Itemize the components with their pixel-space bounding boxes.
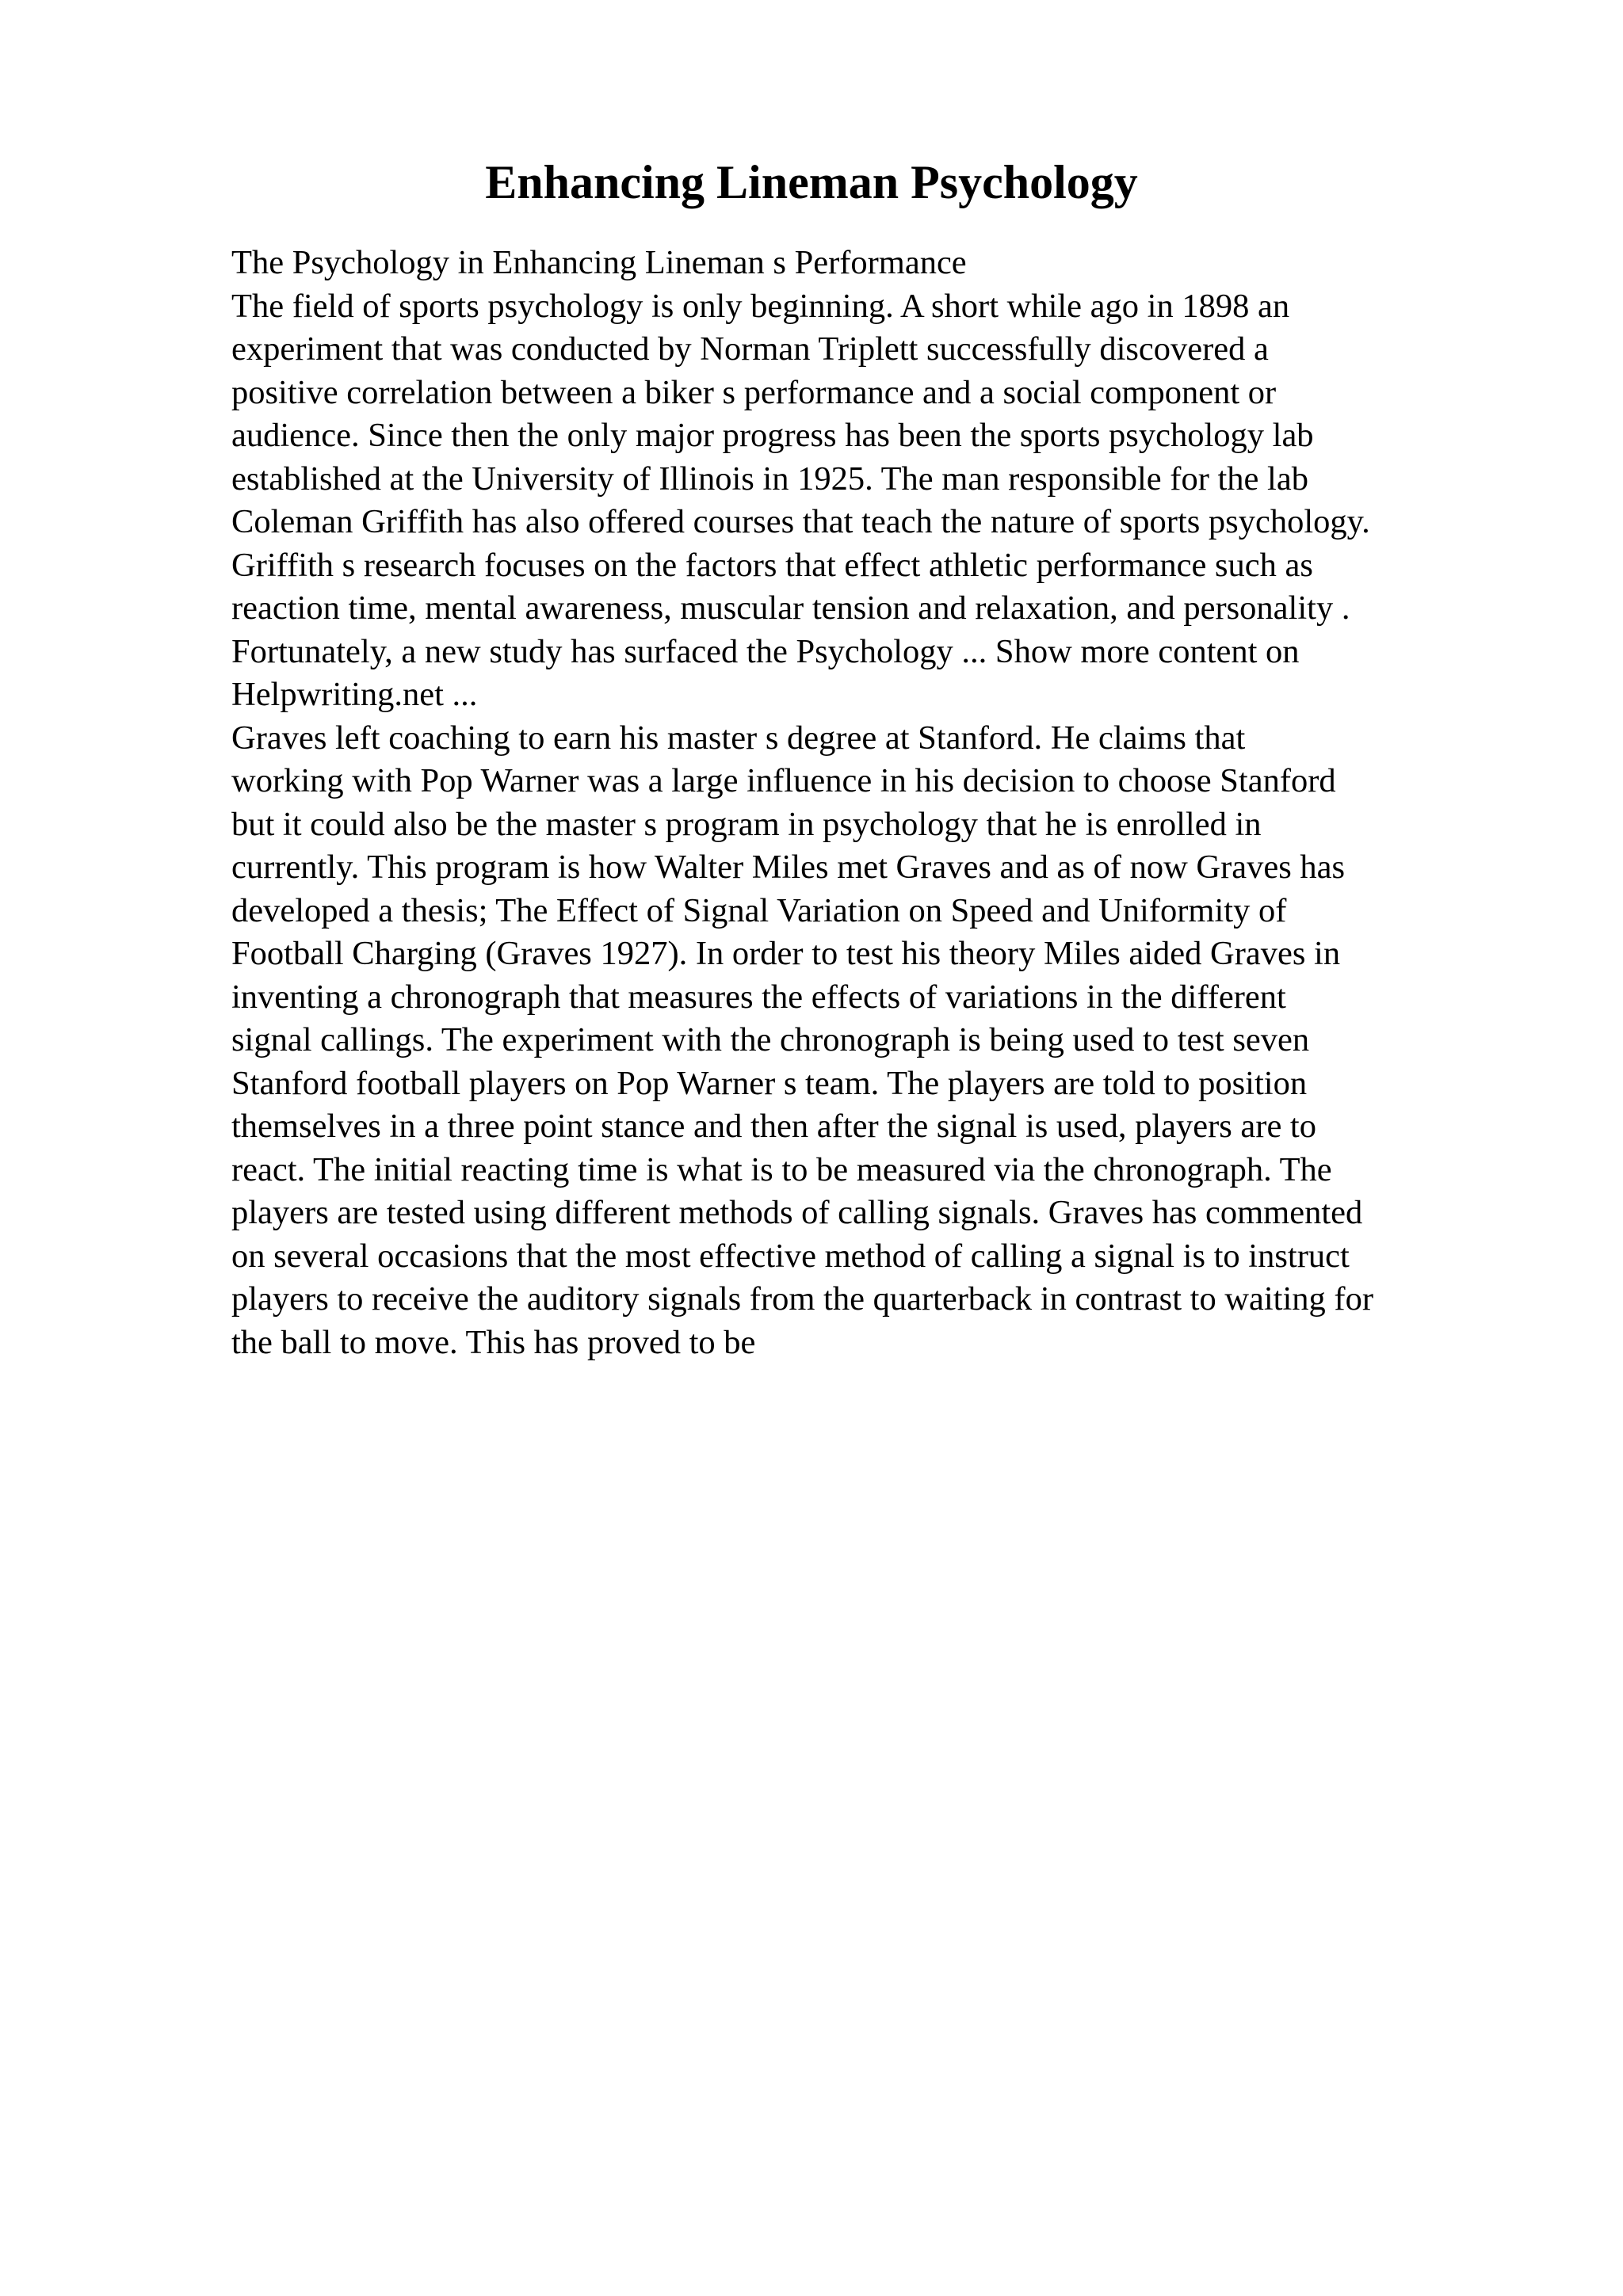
body-line: Fortunately, a new study has surfaced the Psychology ... Show more content on	[231, 632, 1300, 670]
document-title: Enhancing Lineman Psychology	[485, 156, 1138, 208]
body-line: reaction time, mental awareness, muscular tension and relaxation, and personality .	[231, 589, 1350, 627]
body-line: established at the University of Illinois in 1925. The man responsible for the lab	[231, 460, 1308, 498]
body-line: currently. This program is how Walter Miles met Graves and as of now Graves has	[231, 849, 1346, 886]
body-line: on several occasions that the most effective method of calling a signal is to instruct	[231, 1237, 1350, 1275]
body-line: players are tested using different methods of calling signals. Graves has commented	[231, 1194, 1363, 1231]
body-line: Griffith s research focuses on the factors that effect athletic performance such as	[231, 546, 1313, 584]
body-line: working with Pop Warner was a large influence in his decision to choose Stanford	[231, 762, 1336, 799]
document-body	[231, 242, 1499, 1364]
body-line: but it could also be the master s program in psychology that he is enrolled in	[231, 805, 1262, 843]
body-line: developed a thesis; The Effect of Signal Variation on Speed and Uniformity of	[231, 891, 1287, 929]
body-line: themselves in a three point stance and then after the signal is used, players are to	[231, 1108, 1316, 1145]
body-line: Football Charging (Graves 1927). In order to test his theory Miles aided Graves in	[231, 935, 1341, 972]
body-line: the ball to move. This has proved to be	[231, 1323, 756, 1361]
body-line: signal callings. The experiment with the chronograph is being used to test seven	[231, 1021, 1310, 1058]
body-line: Stanford football players on Pop Warner s team. The players are told to position	[231, 1064, 1308, 1102]
body-line: Coleman Griffith has also offered courses that teach the nature of sports psychology.	[231, 503, 1370, 540]
body-line: audience. Since then the only major progress has been the sports psychology lab	[231, 417, 1314, 454]
body-line: players to receive the auditory signals from the quarterback in contrast to waiting for	[231, 1280, 1373, 1318]
body-line: Graves left coaching to earn his master s degree at Stanford. He claims that	[231, 719, 1246, 757]
body-line: inventing a chronograph that measures the effects of variations in the different	[231, 978, 1286, 1016]
body-line: The field of sports psychology is only beginning. A short while ago in 1898 an	[231, 287, 1290, 325]
body-line: Helpwriting.net ...	[231, 676, 478, 713]
body-line: react. The initial reacting time is what is to be measured via the chronograph. The	[231, 1150, 1332, 1188]
body-line: The Psychology in Enhancing Lineman s Performance	[231, 244, 967, 281]
body-line: experiment that was conducted by Norman Triplett successfully discovered a	[231, 330, 1269, 368]
body-line: positive correlation between a biker s performance and a social component or	[231, 373, 1277, 411]
